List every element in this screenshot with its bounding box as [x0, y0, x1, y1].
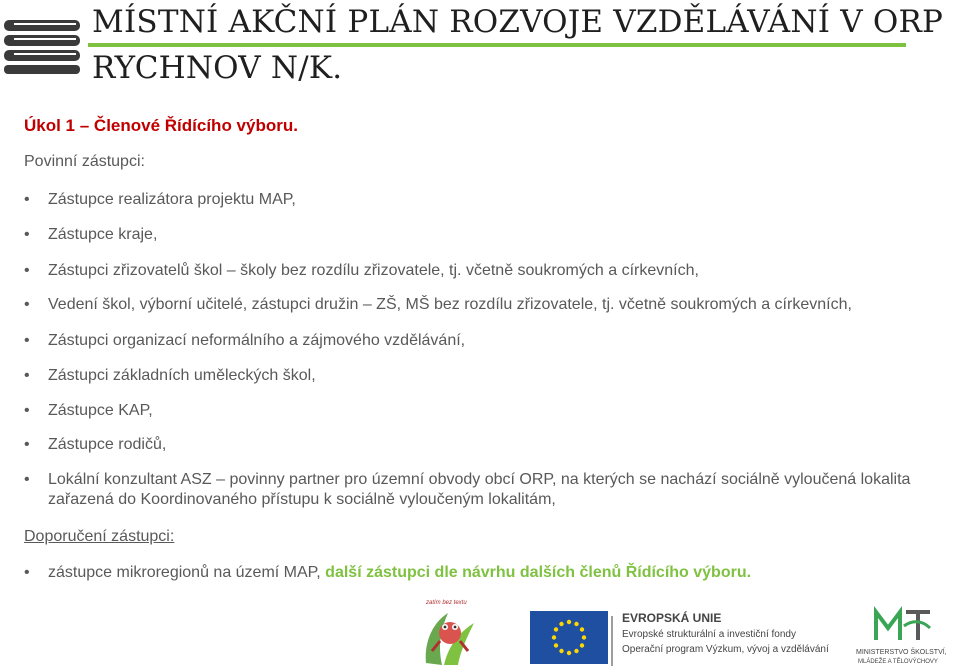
bullet-icon: •	[24, 262, 30, 279]
recommended-highlight: další zástupci dle návrhu dalších členů Řídícího výboru.	[325, 564, 752, 581]
task-title: Úkol 1 – Členové Řídícího výboru.	[24, 116, 298, 135]
list-item: • Zástupce realizátora projektu MAP,	[24, 191, 296, 208]
list-item	[24, 563, 954, 583]
list-item: • Zástupce KAP,	[24, 402, 153, 419]
title-line-2: RYCHNOV N/K.	[92, 50, 343, 86]
ministry-line-1: MINISTERSTVO ŠKOLSTVÍ,	[856, 649, 947, 656]
bullet-icon: •	[24, 402, 30, 419]
eu-flag-icon	[530, 611, 608, 664]
list-item: • Zástupci základních uměleckých škol,	[24, 367, 316, 384]
mandatory-label: Povinní zástupci:	[24, 153, 145, 170]
list-item: • Zástupce kraje,	[24, 226, 158, 243]
eu-line-2: Operační program Výzkum, vývoj a vzdělávání	[622, 644, 829, 655]
recommended-text: zástupce mikroregionů na území MAP,	[48, 564, 326, 581]
bullet-icon: •	[24, 332, 30, 349]
msmt-logo-icon	[872, 606, 934, 644]
recommended-label: Doporučení zástupci:	[24, 528, 175, 545]
bullet-icon: •	[24, 564, 30, 581]
header-divider	[88, 43, 906, 47]
list-item: • Zástupci zřizovatelů škol – školy bez rozdílu zřizovatele, tj. včetně soukromých a církevních,	[24, 262, 699, 279]
list-item: • Vedení škol, výborní učitelé, zástupci družin – ZŠ, MŠ bez rozdílu zřizovatele, tj. včetně soukromých a církevních,	[24, 296, 852, 313]
title-line-1: MÍSTNÍ AKČNÍ PLÁN ROZVOJE VZDĚLÁVÁNÍ V ORP	[92, 4, 944, 40]
books-icon	[4, 14, 82, 74]
frog-caption: zatím bez textu	[426, 600, 467, 606]
bullet-icon: •	[24, 367, 30, 384]
bullet-icon: •	[24, 226, 30, 243]
frog-logo-icon	[418, 603, 480, 669]
list-item: • Zástupci organizací neformálního a zájmového vzdělávání,	[24, 332, 466, 349]
list-item: • Lokální konzultant ASZ – povinny partner pro územní obvody obcí ORP, na kterých se nachází sociálně vyloučená lokalita zařazená do Koordinovaného přístupu k sociálně vyloučeným lokalitám,	[24, 471, 911, 508]
eu-title: EVROPSKÁ UNIE	[622, 611, 722, 625]
logo-divider	[611, 616, 613, 666]
bullet-icon: •	[24, 436, 30, 453]
ministry-line-2: MLÁDEŽE A TĚLOVÝCHOVY	[858, 659, 938, 665]
bullet-icon: •	[24, 296, 30, 313]
bullet-icon: •	[24, 191, 30, 208]
list-item: • Zástupce rodičů,	[24, 436, 167, 453]
eu-line-1: Evropské strukturální a investiční fondy	[622, 629, 796, 640]
bullet-icon: •	[24, 471, 30, 488]
